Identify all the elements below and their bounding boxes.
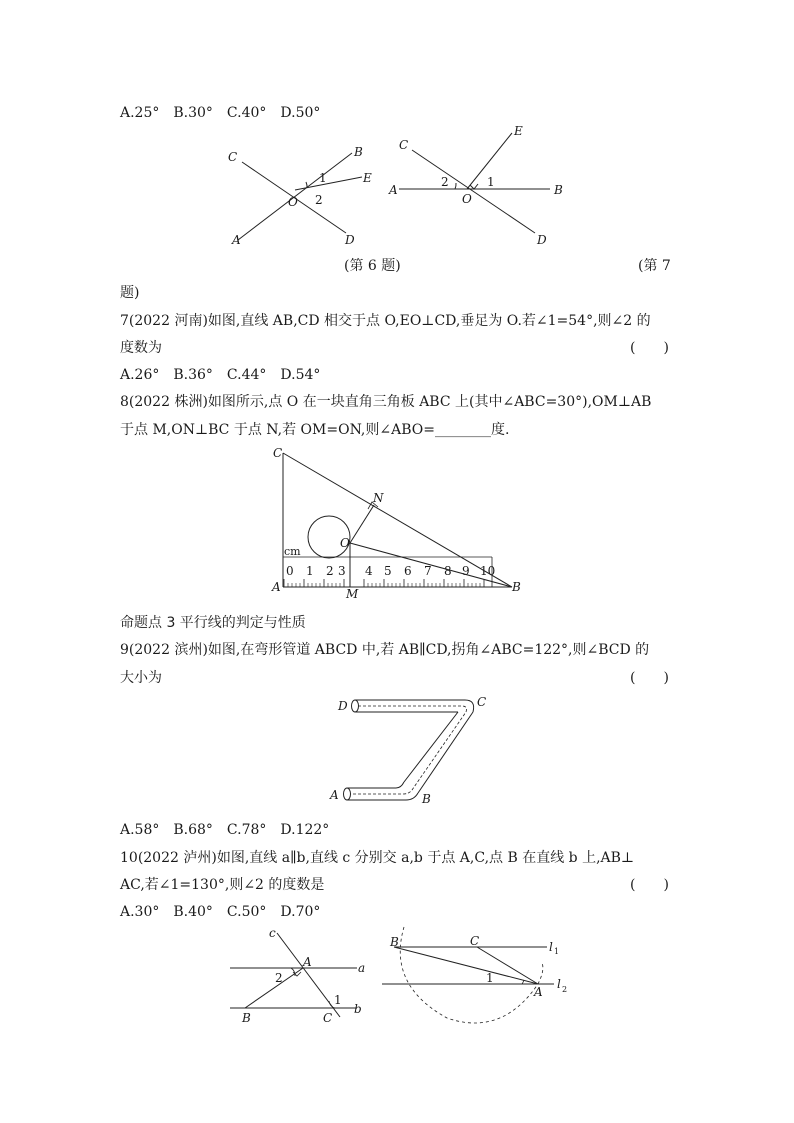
fig11-label-l2-sub: 2 (562, 985, 568, 994)
section-title: 命题点 3 平行线的判定与性质 (120, 615, 306, 631)
fig7-label-b: B (554, 183, 563, 197)
q10-line2: AC,若∠1=130°,则∠2 的度数是 (120, 877, 325, 893)
fig6-label-o: O (288, 195, 298, 209)
fig10-label-b-line: b (354, 1002, 362, 1016)
fig6-caption: (第 6 题) (344, 258, 401, 274)
ruler-tick-7: 7 (424, 564, 432, 578)
fig8-label-o: O (340, 536, 350, 550)
fig7-label-e: E (514, 124, 523, 138)
fig7-label-o: O (462, 192, 472, 206)
fig11-label-a: A (534, 985, 543, 999)
figure-8 (262, 445, 532, 605)
fig11-angle-1: 1 (486, 971, 494, 985)
fig6-label-b: B (354, 145, 363, 159)
fig10-label-a-line: a (358, 961, 366, 975)
ruler-tick-10: 10 (480, 564, 496, 578)
fig8-label-a: A (272, 580, 281, 594)
ruler-tick-6: 6 (404, 564, 412, 578)
figure-10 (225, 925, 375, 1025)
fig10-label-b: B (242, 1011, 251, 1025)
fig9-label-b: B (422, 792, 431, 806)
fig6-angle-2: 2 (315, 193, 323, 207)
ruler-unit: cm (284, 545, 301, 558)
fig11-label-b: B (390, 935, 399, 949)
fig6-label-e: E (363, 171, 372, 185)
q10-answer-paren: ( ) (630, 877, 669, 893)
fig8-label-n: N (373, 491, 384, 505)
fig9-label-c: C (477, 695, 487, 709)
ruler-tick-1: 1 (306, 564, 314, 578)
ruler-tick-9: 9 (462, 564, 470, 578)
fig7-label-a: A (389, 183, 398, 197)
fig8-label-b: B (512, 580, 521, 594)
fig10-angle-1: 1 (334, 993, 342, 1007)
fig9-label-d: D (338, 699, 348, 713)
figure-11 (382, 925, 577, 1030)
fig6-label-a: A (232, 233, 241, 247)
fig6-angle-1: 1 (319, 171, 327, 185)
figure-7 (385, 123, 575, 248)
q9-line2: 大小为 (120, 670, 162, 686)
fig7-caption: (第 7 (638, 258, 671, 274)
ruler-tick-3: 3 (338, 564, 346, 578)
fig10-label-c: C (323, 1011, 333, 1025)
fig10-angle-2: 2 (275, 971, 283, 985)
fig8-label-m: M (346, 587, 359, 601)
fig7-angle-1: 1 (487, 175, 495, 189)
fig7-label-c: C (399, 138, 409, 152)
fig7-caption-cont: 题) (120, 285, 140, 301)
q7-options: A.26° B.36° C.44° D.54° (120, 367, 321, 383)
ruler-tick-2: 2 (326, 564, 334, 578)
fig6-label-d: D (345, 233, 355, 247)
fig7-angle-2: 2 (441, 175, 449, 189)
q8-line2: 于点 M,ON⊥BC 于点 N,若 OM=ON,则∠ABO=________度. (120, 422, 510, 438)
q6-options: A.25° B.30° C.40° D.50° (120, 105, 321, 121)
fig9-label-a: A (330, 788, 339, 802)
q9-options: A.58° B.68° C.78° D.122° (120, 822, 330, 838)
q9-line1: 9(2022 滨州)如图,在弯形管道 ABCD 中,若 AB∥CD,拐角∠ABC=122°,则∠BCD 的 (120, 642, 650, 658)
q9-answer-paren: ( ) (630, 670, 669, 686)
q10-options: A.30° B.40° C.50° D.70° (120, 904, 321, 920)
figure-9 (330, 690, 500, 815)
fig10-label-a: A (303, 955, 312, 969)
ruler-tick-labels (286, 564, 495, 578)
q10-line1: 10(2022 泸州)如图,直线 a∥b,直线 c 分别交 a,b 于点 A,C,点 B 在直线 b 上,AB⊥ (120, 850, 635, 866)
ruler-tick-8: 8 (444, 564, 452, 578)
fig8-label-c: C (273, 446, 283, 460)
figure-6 (220, 140, 380, 250)
fig11-label-l1: l (549, 940, 553, 954)
fig11-label-l1-sub: 1 (554, 947, 560, 956)
fig6-label-c: C (228, 150, 238, 164)
q7-answer-paren: ( ) (630, 340, 669, 356)
fig7-label-d: D (537, 233, 547, 247)
q7-line1: 7(2022 河南)如图,直线 AB,CD 相交于点 O,EO⊥CD,垂足为 O.若∠1=54°,则∠2 的 (120, 313, 651, 329)
fig11-label-l2: l (557, 977, 561, 991)
q7-line2: 度数为 (120, 340, 162, 356)
ruler-tick-5: 5 (384, 564, 392, 578)
ruler-major-ticks (284, 579, 484, 587)
ruler-tick-4: 4 (365, 564, 373, 578)
ruler-tick-0: 0 (286, 564, 294, 578)
fig10-label-c-line: c (269, 926, 276, 940)
q8-line1: 8(2022 株洲)如图所示,点 O 在一块直角三角板 ABC 上(其中∠ABC=30°),OM⊥AB (120, 394, 652, 410)
fig11-label-c: C (470, 934, 480, 948)
